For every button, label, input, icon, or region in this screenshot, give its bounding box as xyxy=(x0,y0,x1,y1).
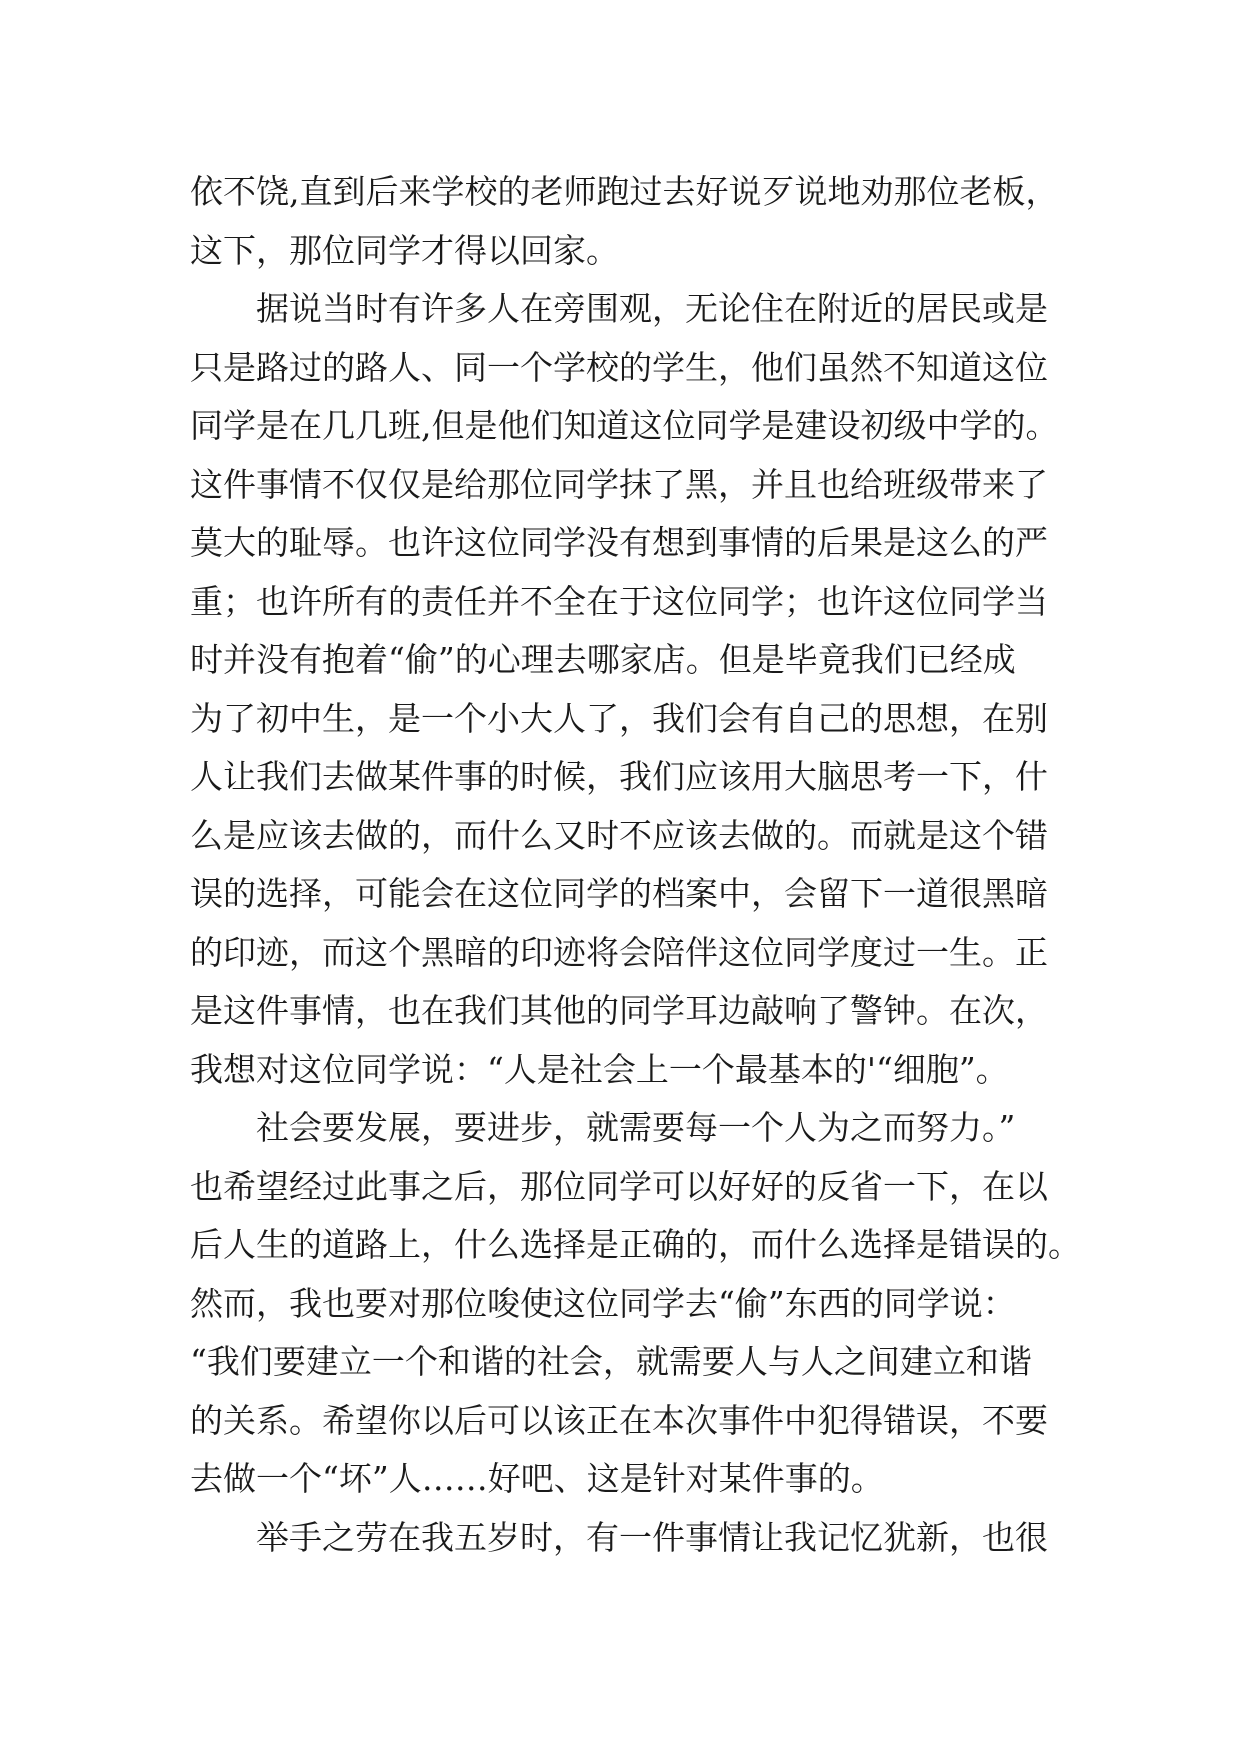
text-line: “我们要建立一个和谐的社会，就需要人与人之间建立和谐 xyxy=(190,1342,1032,1381)
text-line: 的印迹，而这个黑暗的印迹将会陪伴这位同学度过一生。正 xyxy=(190,932,1048,972)
text-line: 也希望经过此事之后，那位同学可以好好的反省一下，在以 xyxy=(190,1166,1048,1206)
text-line: 这下，那位同学才得以回家。 xyxy=(190,230,619,270)
body-text xyxy=(190,163,1100,1567)
text-line: 是这件事情，也在我们其他的同学耳边敲响了警钟。在次， xyxy=(190,991,1048,1030)
text-line: 莫大的耻辱。也许这位同学没有想到事情的后果是这么的严 xyxy=(190,523,1048,562)
text-line: 然而，我也要对那位唆使这位同学去“偷”东西的同学说： xyxy=(190,1283,1016,1323)
text-line: 重；也许所有的责任并不全在于这位同学；也许这位同学当 xyxy=(190,581,1048,621)
paragraph-start-line: 举手之劳在我五岁时，有一件事情让我记忆犹新，也很 xyxy=(256,1517,1048,1557)
text-line: 误的选择，可能会在这位同学的档案中，会留下一道很黑暗 xyxy=(190,874,1048,913)
text-line: 这件事情不仅仅是给那位同学抹了黑，并且也给班级带来了 xyxy=(190,464,1048,504)
text-line: 同学是在几几班,但是他们知道这位同学是建设初级中学的。 xyxy=(190,406,1059,445)
text-line: 时并没有抱着“偷”的心理去哪家店。但是毕竟我们已经成 xyxy=(190,640,1016,679)
text-line: 人让我们去做某件事的时候，我们应该用大脑思考一下，什 xyxy=(190,757,1048,796)
paragraph-start-line: 社会要发展，要进步，就需要每一个人为之而努力。” xyxy=(256,1108,1016,1147)
text-line: 么是应该去做的，而什么又时不应该去做的。而就是这个错 xyxy=(190,815,1048,855)
text-line: 依不饶,直到后来学校的老师跑过去好说歹说地劝那位老板， xyxy=(190,172,1059,211)
text-line: 只是路过的路人、同一个学校的学生，他们虽然不知道这位 xyxy=(190,347,1048,387)
text-line: 后人生的道路上，什么选择是正确的，而什么选择是错误的。 xyxy=(190,1225,1081,1264)
text-line: 我想对这位同学说：“人是社会上一个最基本的'“细胞”。 xyxy=(190,1049,1009,1089)
text-line: 为了初中生，是一个小大人了，我们会有自己的思想，在别 xyxy=(190,698,1048,738)
paragraph-start-line: 据说当时有许多人在旁围观，无论住在附近的居民或是 xyxy=(256,289,1048,328)
text-line: 去做一个“坏”人……好吧、这是针对某件事的。 xyxy=(190,1459,884,1498)
text-line: 的关系。希望你以后可以该正在本次事件中犯得错误，不要 xyxy=(190,1400,1048,1440)
